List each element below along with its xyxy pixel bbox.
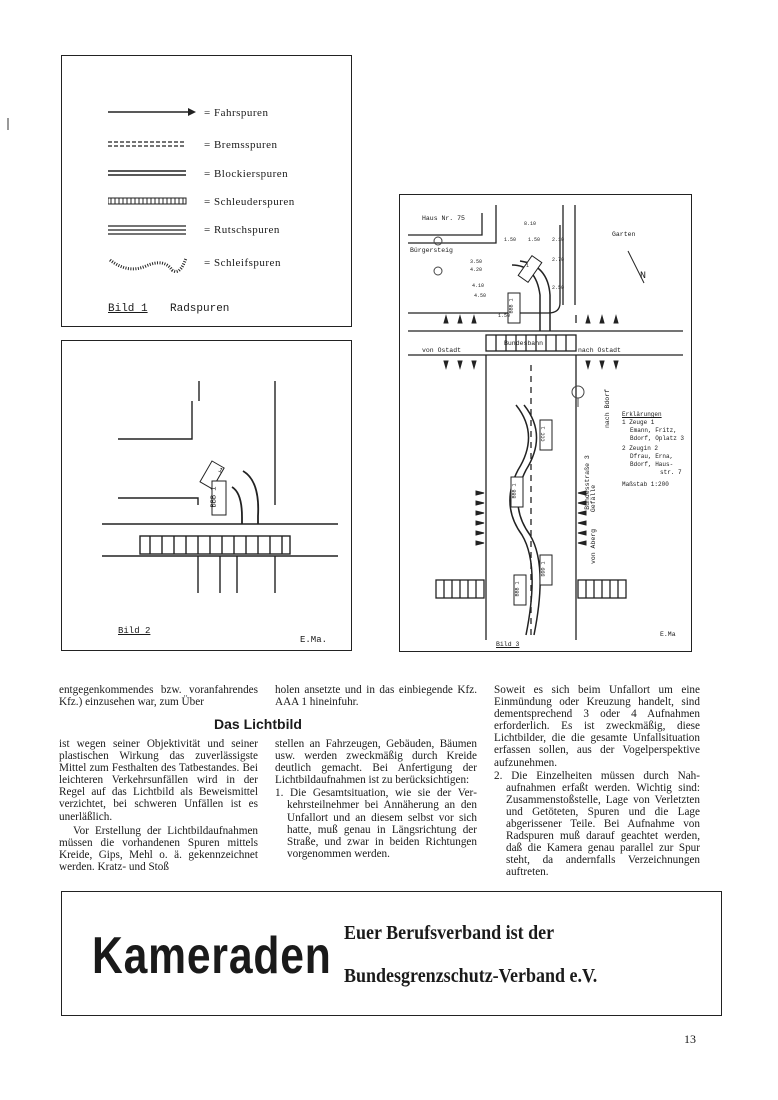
advertisement-box: [61, 891, 722, 1016]
label-gefaelle: Gefälle: [590, 484, 598, 513]
legend-row-bremsspuren: [62, 138, 322, 158]
label-compass: N: [640, 271, 647, 282]
list-item: 1. Die Gesamtsituation, wie sie der Verkehrsteilnehmer bei Annäherung an den Unfallort und an diesem selbst vor sich hatte, muß genau in Längsrichtung der Straße, und zwar in beiden Richtungen vorgenommen werden.: [275, 787, 477, 860]
car-label: 1: [526, 263, 530, 269]
paragraph: ist wegen seiner Objektivität und seiner plastischen Wirkung das zuverlässigste Mittel zum Festhalten des Tatbestandes. Bei leichteren Verkehrsunfällen wird in der Regel auf das Lichtbild als Beweismittel verzichtet, bei schweren Unfällen ist es unerläßlich.: [59, 738, 258, 823]
bild2-diagram: [62, 341, 351, 650]
text-column-2: [275, 684, 477, 708]
paragraph: holen ansetzte und in das einbiegende Kfz. AAA 1 hineinfuhr.: [275, 684, 477, 709]
figure-caption-number: Bild 1: [108, 303, 148, 315]
scan-edge-mark: [7, 118, 9, 130]
legend-erkl-1c: Bdorf, Oplatz 3: [630, 435, 685, 442]
label-garten: Garten: [612, 231, 636, 238]
measure: 2.50: [552, 285, 565, 291]
label-haus: Haus Nr. 75: [422, 215, 465, 222]
measure: 1.50: [528, 237, 541, 243]
text-column-3: [494, 684, 700, 879]
measure: 1.50: [504, 237, 517, 243]
paragraph: Vor Erstellung der Lichtbildaufnahmen müssen die vorhandenen Spuren mittels Kreide, Gips, Mehl o. ä. gekennzeichnet werden. Kratz- und Stoß: [59, 824, 258, 873]
label-nach-ostadt: nach Ostadt: [578, 347, 621, 354]
paragraph: Soweit es sich beim Unfallort um eine Einmündung oder Kreuzung handelt, sind dementsprechend 3 oder 4 Aufnahmen erforderlich. Es ist zweckmäßig, diese Lichtbilder, die die gesamte Unfallsituation erfassen sollen, aus der Vogelperspektive aufzunehmen.: [494, 684, 700, 769]
legend-erkl-2c: Bdorf, Haus-: [630, 461, 674, 468]
legend-label: = Blockierspuren: [204, 168, 289, 180]
legend-box: [61, 55, 352, 327]
label-buergersteig: Bürgersteig: [410, 247, 453, 254]
text-column-2-lower: [275, 738, 477, 860]
track-arrow-icon: [108, 106, 198, 118]
list-item: 2. Die Einzelheiten müssen durch Nahaufnahmen erfaßt werden. Wichtig sind: Zusammenstoßstelle, Lage von Verletzten und Getöteten, Spuren und die Lage abgerissener Teile. Bei Aufnahme von Radspuren muß darauf geachtet werden, daß die Kamera genau parallel zur Spur steht, da andernfalls Verzeichnungen auftreten.: [494, 769, 700, 879]
ad-headline: Kameraden: [92, 927, 332, 985]
brake-track-icon: [108, 138, 198, 150]
legend-erkl-2d: str. 7: [660, 469, 682, 476]
measure: 4.20: [470, 267, 483, 273]
measure: 4.50: [474, 293, 487, 299]
ad-line-2: Bundesgrenzschutz-Verband e.V.: [344, 965, 598, 987]
legend-erkl-title: Erklärungen: [622, 411, 662, 418]
label-bundesstrasse: Bundesstraße 3: [583, 455, 591, 510]
legend-label: = Rutschspuren: [204, 224, 280, 236]
car-label: DDD 1: [540, 561, 547, 577]
slide-track-icon: [108, 223, 198, 237]
measure: 3.50: [470, 259, 483, 265]
bild2-caption: Bild 2: [118, 626, 151, 636]
label-massstab: Maßstab 1:200: [622, 481, 669, 488]
page-number: 13: [684, 1032, 696, 1046]
legend-row-schleifspuren: [62, 256, 322, 276]
label-von-ostadt: von Ostadt: [422, 347, 462, 354]
legend-row-blockierspuren: [62, 167, 322, 187]
label-nach-bdorf: nach Bdorf: [604, 388, 612, 429]
text-column-1: [59, 684, 258, 708]
measure: 8.10: [524, 221, 537, 227]
figure-caption-text: Radspuren: [170, 303, 230, 315]
bild2-car2-label: BBB 1: [210, 486, 219, 508]
label-von-aberg: von Aberg: [590, 528, 598, 565]
measure: 1.50: [498, 313, 511, 319]
legend-erkl-2: 2 Zeugin 2: [622, 445, 659, 452]
skid-track-icon: [108, 195, 198, 207]
section-heading: Das Lichtbild: [214, 716, 302, 732]
car-label: BBB 1: [508, 298, 515, 314]
legend-erkl-1: 1 Zeuge 1: [622, 419, 655, 426]
legend-row-rutschspuren: [62, 223, 322, 243]
car-label: BBB 1: [511, 483, 518, 499]
drag-track-icon: [108, 252, 198, 274]
legend-erkl-2b: Dfrau, Erna,: [630, 453, 674, 460]
bild2-author: E.Ma.: [300, 635, 328, 645]
legend-label: = Schleifspuren: [204, 257, 281, 269]
text-column-1-lower: [59, 738, 258, 873]
car-label: CCC 1: [540, 426, 547, 442]
legend-label: = Fahrspuren: [204, 107, 269, 119]
legend-label: = Schleuderspuren: [204, 196, 295, 208]
paragraph: entgegenkommendes bzw. voranfahrendes Kfz.) einzusehen war, zum Über: [59, 684, 258, 709]
measure: 4.10: [472, 283, 485, 289]
bild3-caption: Bild 3: [496, 641, 520, 648]
legend-erkl-1b: Emann, Fritz,: [630, 427, 677, 434]
ad-line-1: Euer Berufsverband ist der: [344, 922, 555, 944]
bild3-author: E.Ma: [660, 631, 676, 638]
legend-label: = Bremsspuren: [204, 139, 278, 151]
bild2-box: [61, 340, 352, 651]
measure: 2.10: [552, 237, 565, 243]
measure: 2.70: [552, 257, 565, 263]
bild3-box: [399, 194, 692, 652]
label-bundesbahn: Bundesbahn: [504, 340, 544, 347]
block-track-icon: [108, 167, 198, 179]
legend-row-schleuderspuren: [62, 195, 322, 215]
car-label: BBB 1: [514, 581, 521, 597]
legend-row-fahrspuren: [62, 106, 322, 126]
paragraph: stellen an Fahrzeugen, Gebäuden, Bäumen usw. werden zweckmäßig durch Kreide deutlich gemacht. Bei Anfertigung der Lichtbildaufnahmen ist zu berücksichtigen:: [275, 738, 477, 787]
bild2-car1-label: 1: [216, 466, 224, 476]
